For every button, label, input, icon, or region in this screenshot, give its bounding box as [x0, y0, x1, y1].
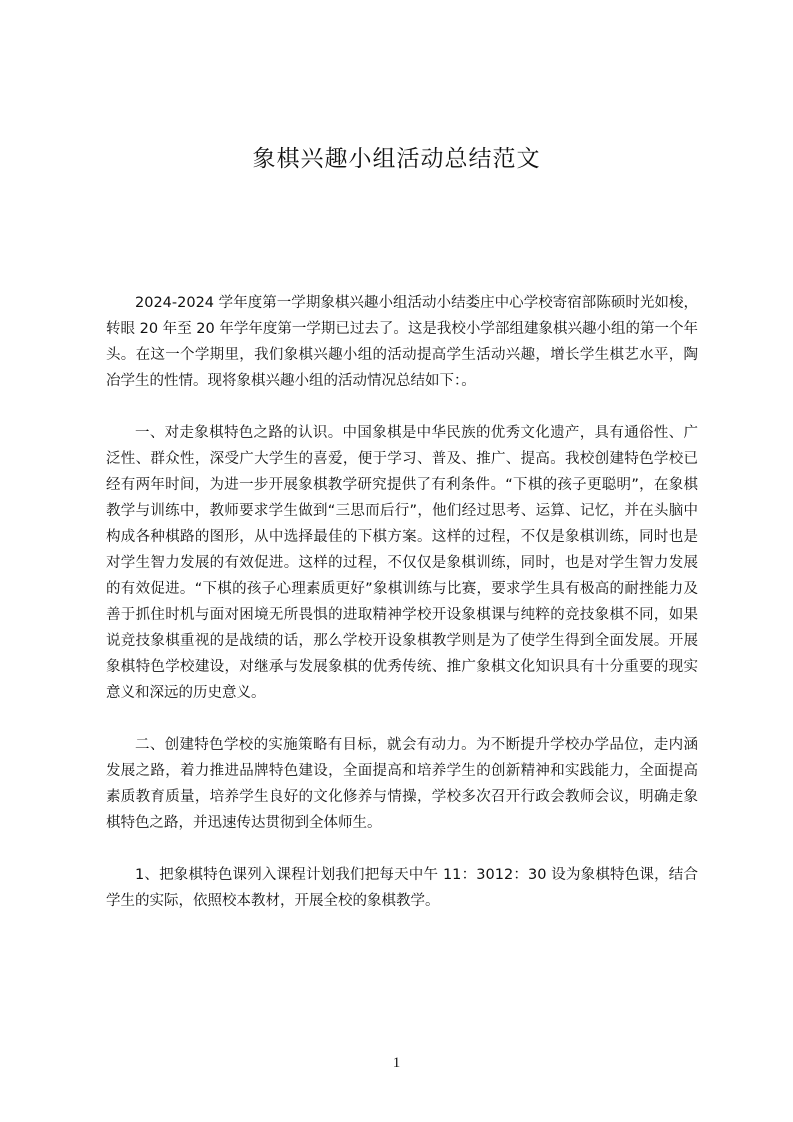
- paragraph-section-2: 二、创建特色学校的实施策略有目标，就会有动力。为不断提升学校办学品位，走内涵发展之路，着力推进品牌特色建设，全面提高和培养学生的创新精神和实践能力，全面提高素质教育质量，培养学生良好的文化修养与情操，学校多次召开行政会教师会议，明确走象棋特色之路，并迅速传达贯彻到全体师生。: [106, 737, 698, 831]
- document-body: [106, 290, 698, 940]
- paragraph-section-1: 一、对走象棋特色之路的认识。中国象棋是中华民族的优秀文化遗产，具有通俗性、广泛性、群众性，深受广大学生的喜爱，便于学习、普及、推广、提高。我校创建特色学校已经有两年时间，为进一步开展象棋教学研究提供了有利条件。“下棋的孩子更聪明”，在象棋教学与训练中，教师要求学生做到“三思而后行”，他们经过思考、运算、记忆，并在头脑中构成各种棋路的图形，从中选择最佳的下棋方案。这样的过程，不仅是象棋训练，同时也是对学生智力发展的有效促进。这样的过程，不仅仅是象棋训练，同时，也是对学生智力发展的有效促进。“下棋的孩子心理素质更好”象棋训练与比赛，要求学生具有极高的耐挫能力及善于抓住时机与面对困境无所畏惧的进取精神学校开设象棋课与纯粹的竞技象棋不同，如果说竞技象棋重视的是战绩的话，那么学校开设象棋教学则是为了使学生得到全面发展。开展象棋特色学校建设，对继承与发展象棋的优秀传统、推广象棋文化知识具有十分重要的现实意义和深远的历史意义。: [106, 425, 698, 701]
- page-number: 1: [392, 1055, 401, 1071]
- paragraph-item-1: 1、把象棋特色课列入课程计划我们把每天中午 11：3012：30 设为象棋特色课，结合学生的实际，依照校本教材，开展全校的象棋教学。: [106, 867, 698, 909]
- page-title: 象棋兴趣小组活动总结范文: [252, 146, 541, 172]
- paragraph-intro: 2024-2024 学年度第一学期象棋兴趣小组活动小结娄庄中心学校寄宿部陈硕时光如梭，转眼 20 年至 20 年学年度第一学期已过去了。这是我校小学部组建象棋兴趣小组的第一个年头。在这一个学期里，我们象棋兴趣小组的活动提高学生活动兴趣，增长学生棋艺水平，陶冶学生的性情。现将象棋兴趣小组的活动情况总结如下：。: [106, 295, 698, 389]
